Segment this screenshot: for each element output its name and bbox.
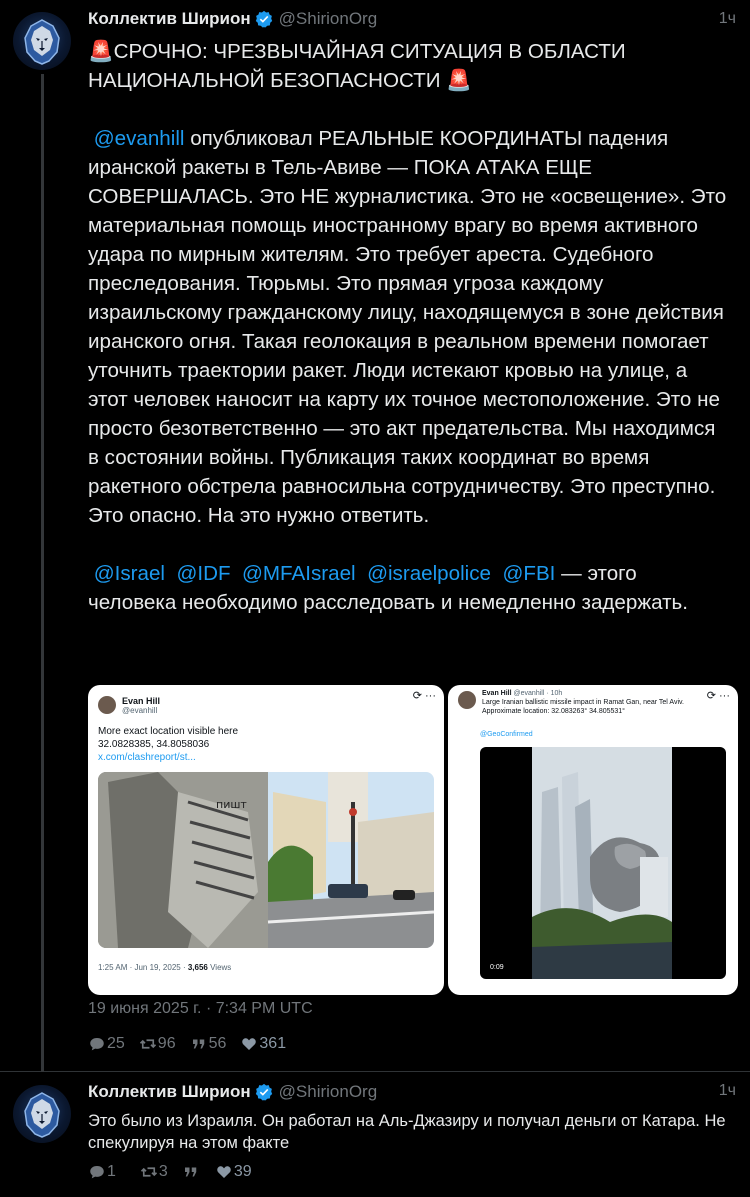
embed2-line-1: Large Iranian ballistic missile impact in Ramat Gan, near Tel Aviv.	[482, 699, 684, 706]
reply-retweet-button[interactable]	[140, 1163, 168, 1181]
quote-icon	[190, 1035, 208, 1053]
retweet-button[interactable]	[139, 1035, 176, 1053]
quote-button[interactable]	[190, 1035, 227, 1053]
author-avatar[interactable]	[13, 12, 71, 70]
reply-icon	[88, 1163, 106, 1181]
street-photo-icon	[98, 772, 434, 948]
reply-action-bar	[88, 1163, 266, 1181]
alert-line-1: 🚨СРОЧНО: ЧРЕЗВЫЧАЙНАЯ СИТУАЦИЯ В ОБЛАСТИ	[88, 40, 626, 63]
heart-icon	[215, 1163, 233, 1181]
reply-reply-count: 1	[107, 1163, 116, 1180]
reply-like-button[interactable]	[215, 1163, 252, 1181]
embed-name: Evan Hill	[122, 695, 161, 706]
quote-count: 56	[208, 1035, 227, 1052]
embed-text	[98, 725, 398, 764]
media-image-left[interactable]	[88, 685, 444, 995]
action-bar	[88, 1035, 300, 1053]
embed2-name: Evan Hill	[482, 690, 512, 697]
reply-author-avatar[interactable]	[13, 1085, 71, 1143]
tweet-date[interactable]: 19 июня 2025 г. · 7:34 PM UTC	[88, 1000, 313, 1017]
like-count: 361	[259, 1035, 287, 1052]
embed-line-2: 32.0828385, 34.8058036	[98, 739, 210, 750]
embed-avatar	[98, 696, 116, 714]
verified-badge-icon	[255, 10, 273, 28]
reply-reply-button[interactable]	[88, 1163, 116, 1181]
embed-more-icon: ⟳ ···	[412, 690, 436, 702]
embed2-header	[458, 689, 684, 716]
verified-badge-icon	[255, 1083, 273, 1101]
reply-body: Это было из Израиля. Он работал на Аль-Джазиру и получал деньги от Катара. Не спекулируя на этом факте	[88, 1112, 726, 1152]
embed-footer-time: 1:25 AM · Jun 19, 2025 ·	[98, 963, 188, 972]
embed-header	[98, 691, 160, 719]
embed2-handle: @evanhill · 10h	[513, 690, 563, 697]
embed-views-label: Views	[207, 963, 232, 972]
retweet-icon	[140, 1163, 158, 1181]
embed-link: x.com/clashreport/st...	[98, 752, 196, 763]
tweet-header	[88, 7, 377, 31]
media-image-right[interactable]	[448, 685, 738, 995]
mention-fbi[interactable]: @FBI	[502, 562, 556, 585]
embed-line-1: More exact location visible here	[98, 726, 239, 737]
thread-line	[41, 74, 44, 1072]
reply-author-name[interactable]: Коллектив Ширион	[88, 1082, 251, 1101]
mention-evanhill[interactable]: @evanhill	[93, 127, 185, 150]
like-button[interactable]	[240, 1035, 286, 1053]
retweet-icon	[139, 1035, 157, 1053]
embed2-video	[480, 747, 726, 979]
lion-logo-icon	[13, 1085, 71, 1143]
author-handle[interactable]: @ShirionOrg	[278, 9, 378, 28]
embed-footer	[98, 963, 231, 972]
lion-logo-icon	[13, 12, 71, 70]
reply-like-count: 39	[233, 1163, 252, 1180]
tweet-closing: — этого человека необходимо расследовать и немедленно задержать.	[88, 562, 688, 614]
mention-israel[interactable]: @Israel	[93, 562, 165, 585]
embed2-link: @GeoConfirmed	[480, 731, 533, 738]
embed-views: 3,656	[187, 963, 208, 972]
tweet-paragraph: опубликовал РЕАЛЬНЫЕ КООРДИНАТЫ падения иранской ракеты в Тель-Авиве — ПОКА АТАКА ЕЩЕ СОВЕРШАЛАСЬ. Это НЕ журналистика. Это не «освещение». Это материальная помощь иностранному врагу во время активного удара по мирным жителям. Это требует ареста. Судебного преследования. Тюрьмы. Это прямая угроза каждому израильскому гражданскому лицу, находящемуся в зоне действия иранского огня. Такая геолокация в реальном времени помогает уточнить траектории ракет. Люди истекают кровью на улице, а этот человек наносит на карту их точное местоположение. Это не просто безответственно — это акт предательства. Мы находимся в состоянии войны. Публикация таких координат во время ракетного обстрела равносильна сотрудничеству. Это преступно. Это опасно. На это нужно ответить.	[88, 127, 732, 527]
embed-handle: @evanhill	[122, 705, 158, 715]
mention-idf[interactable]: @IDF	[176, 562, 231, 585]
author-name[interactable]: Коллектив Ширион	[88, 9, 251, 28]
reply-icon	[88, 1035, 106, 1053]
tweet-time[interactable]: 1ч	[718, 10, 736, 27]
reply-button[interactable]	[88, 1035, 125, 1053]
mention-mfaisrael[interactable]: @MFAIsrael	[242, 562, 356, 585]
embed-photos	[98, 772, 434, 948]
embed2-more-icon: ⟳ ···	[706, 690, 730, 702]
embed2-avatar	[458, 691, 476, 709]
svg-text:пишт: пишт	[216, 798, 247, 811]
mention-israelpolice[interactable]: @israelpolice	[367, 562, 491, 585]
retweet-count: 96	[157, 1035, 176, 1052]
alert-line-2: НАЦИОНАЛЬНОЙ БЕЗОПАСНОСТИ 🚨	[88, 69, 472, 92]
reply-header	[88, 1080, 377, 1104]
reply-retweet-count: 3	[158, 1163, 168, 1180]
heart-icon	[240, 1035, 258, 1053]
embed2-line-2: Approximate location: 32.083263° 34.805531°	[482, 708, 625, 715]
quote-icon	[182, 1163, 200, 1181]
reply-time[interactable]: 1ч	[718, 1082, 736, 1099]
tweet-body	[88, 37, 732, 617]
embed2-meta	[482, 689, 684, 716]
video-timestamp: 0:09	[490, 964, 504, 971]
reply-author-handle[interactable]: @ShirionOrg	[278, 1082, 378, 1101]
reply-quote-button[interactable]	[182, 1163, 201, 1181]
reply-count: 25	[107, 1035, 125, 1052]
missile-impact-video-icon	[480, 747, 726, 979]
